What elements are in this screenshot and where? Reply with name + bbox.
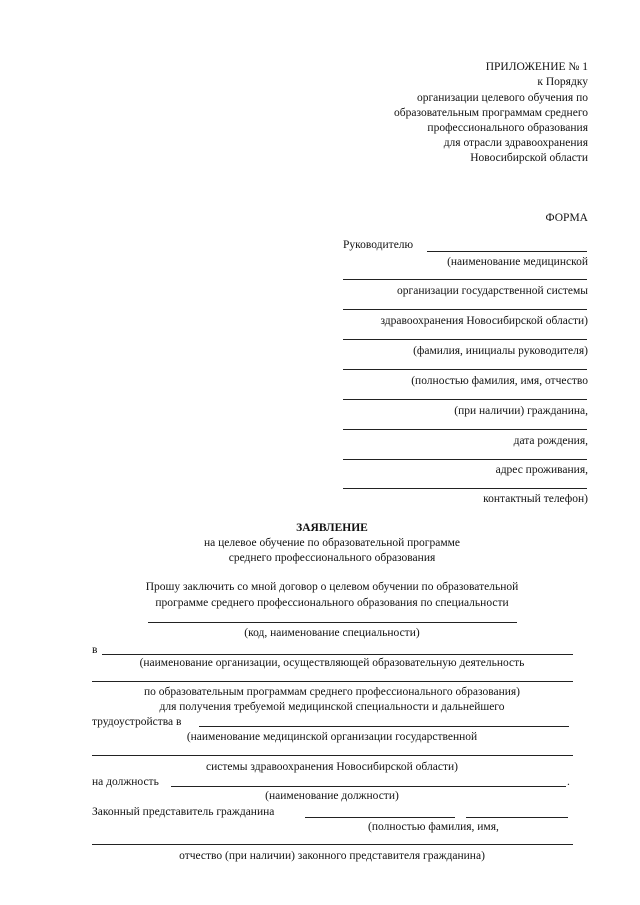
- in-prefix: в: [92, 644, 98, 656]
- blank-line: [92, 681, 573, 682]
- field-caption: (полностью фамилия, имя, отчество: [411, 375, 588, 387]
- field-caption: (наименование медицинской организации государственной: [186, 731, 478, 743]
- field-caption: по образовательным программам среднего профессионального образования): [143, 686, 521, 698]
- representative-prefix: Законный представитель гражданина: [92, 806, 275, 818]
- blank-line: [343, 279, 587, 280]
- field-caption: здравоохранения Новосибирской области): [380, 315, 588, 327]
- field-caption: (полностью фамилия, имя,: [368, 821, 499, 833]
- statement-title: ЗАЯВЛЕНИЕ: [296, 522, 368, 534]
- appendix-line: для отрасли здравоохранения: [443, 137, 588, 149]
- field-caption: контактный телефон): [483, 493, 588, 505]
- appendix-line: организации целевого обучения по: [416, 92, 588, 104]
- blank-line: [148, 622, 517, 623]
- blank-line: [343, 459, 587, 460]
- blank-line: [92, 755, 573, 756]
- blank-line: [343, 429, 587, 430]
- field-caption: адрес проживания,: [495, 464, 588, 476]
- employment-prefix: трудоустройства в: [92, 716, 182, 728]
- blank-line: [427, 251, 587, 252]
- blank-line: [343, 369, 587, 370]
- field-caption: (при наличии) гражданина,: [454, 405, 588, 417]
- request-text: Прошу заключить со мной договор о целевом обучении по образовательной: [145, 581, 519, 593]
- blank-line: [343, 309, 587, 310]
- appendix-title: ПРИЛОЖЕНИЕ № 1: [485, 61, 588, 73]
- addressee-lead: Руководителю: [343, 239, 414, 251]
- blank-line: [92, 844, 573, 845]
- blank-line: [466, 817, 568, 818]
- field-caption: (наименование должности): [265, 790, 399, 802]
- appendix-line: Новосибирской области: [470, 152, 588, 164]
- blank-line: [343, 399, 587, 400]
- blank-line: [343, 339, 587, 340]
- blank-line: [102, 654, 573, 655]
- blank-line: [343, 488, 587, 489]
- purpose-text: для получения требуемой медицинской специальности и дальнейшего: [159, 701, 505, 713]
- field-caption: (наименование организации, осуществляющей образовательную деятельность: [139, 657, 525, 669]
- blank-line: [171, 786, 566, 787]
- position-prefix: на должность: [92, 776, 159, 788]
- field-caption: (код, наименование специальности): [244, 627, 420, 639]
- appendix-line: к Порядку: [537, 76, 588, 88]
- field-caption: системы здравоохранения Новосибирской области): [206, 761, 458, 773]
- field-caption: дата рождения,: [513, 435, 588, 447]
- appendix-line: образовательным программам среднего: [394, 107, 588, 119]
- field-caption: (наименование медицинской: [447, 256, 588, 268]
- blank-line: [199, 726, 569, 727]
- form-label: ФОРМА: [545, 212, 588, 224]
- appendix-line: профессионального образования: [427, 122, 588, 134]
- blank-line: [305, 817, 455, 818]
- statement-subtitle: среднего профессионального образования: [228, 552, 436, 564]
- field-caption: организации государственной системы: [397, 285, 588, 297]
- field-caption: отчество (при наличии) законного представителя гражданина): [179, 850, 485, 862]
- position-period: .: [567, 776, 570, 788]
- statement-subtitle: на целевое обучение по образовательной программе: [203, 537, 461, 549]
- field-caption: (фамилия, инициалы руководителя): [413, 345, 588, 357]
- request-text: программе среднего профессионального образования по специальности: [155, 597, 509, 609]
